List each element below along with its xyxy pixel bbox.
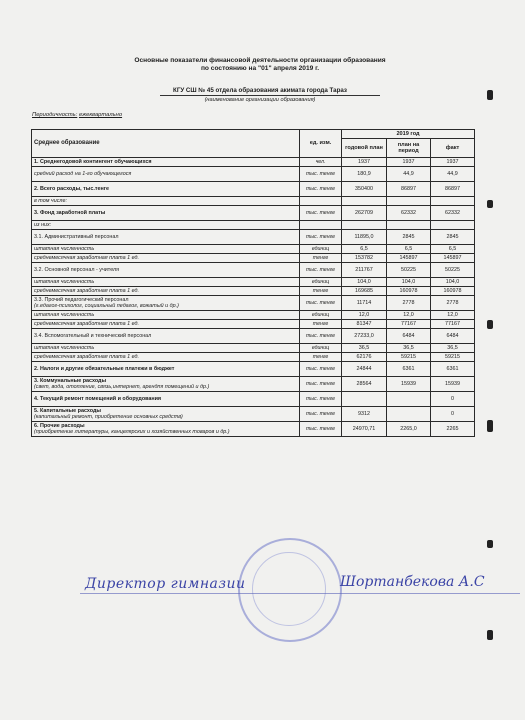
header-year: 2019 год bbox=[342, 130, 475, 139]
row-label-text: 3.1. Административный персонал bbox=[34, 234, 119, 240]
row-period-plan: 86897 bbox=[387, 182, 431, 197]
row-label-text: штатная численность bbox=[34, 345, 95, 351]
row-label-text: 3.4. Вспомогательный и технический персонал bbox=[34, 333, 152, 339]
row-period-plan: 44,9 bbox=[387, 167, 431, 182]
table-row bbox=[32, 182, 475, 197]
row-fact: 77167 bbox=[431, 320, 475, 329]
table-row bbox=[32, 362, 475, 377]
header-period-plan: план на период bbox=[387, 139, 431, 158]
row-fact: 6,5 bbox=[431, 245, 475, 254]
row-fact: 1937 bbox=[431, 158, 475, 167]
row-label bbox=[32, 320, 300, 329]
table-row bbox=[32, 230, 475, 245]
table-row bbox=[32, 254, 475, 263]
row-label bbox=[32, 296, 300, 311]
row-fact: 86897 bbox=[431, 182, 475, 197]
row-period-plan: 12,0 bbox=[387, 311, 431, 320]
row-fact: 44,9 bbox=[431, 167, 475, 182]
row-annual-plan: 62176 bbox=[342, 353, 387, 362]
row-fact: 59215 bbox=[431, 353, 475, 362]
row-fact: 104,0 bbox=[431, 278, 475, 287]
row-fact bbox=[431, 221, 475, 230]
row-annual-plan: 153782 bbox=[342, 254, 387, 263]
row-unit: тыс. тенге bbox=[300, 263, 342, 278]
row-unit bbox=[300, 197, 342, 206]
row-annual-plan: 81347 bbox=[342, 320, 387, 329]
header-item: Среднее образование bbox=[32, 130, 300, 158]
row-period-plan: 6361 bbox=[387, 362, 431, 377]
row-fact bbox=[431, 197, 475, 206]
scan-edge-mark bbox=[487, 320, 493, 329]
row-label bbox=[32, 422, 300, 437]
row-unit: тенге bbox=[300, 287, 342, 296]
row-annual-plan: 24844 bbox=[342, 362, 387, 377]
row-unit: тыс. тенге bbox=[300, 296, 342, 311]
document-date: по состоянию на "01" апреля 2019 г. bbox=[200, 65, 320, 72]
periodicity bbox=[32, 112, 122, 118]
row-period-plan: 1937 bbox=[387, 158, 431, 167]
row-label bbox=[32, 167, 300, 182]
table-body bbox=[32, 158, 475, 437]
row-fact: 0 bbox=[431, 407, 475, 422]
row-annual-plan: 350400 bbox=[342, 182, 387, 197]
row-unit: тыс. тенге bbox=[300, 182, 342, 197]
row-label-note: (капитальный ремонт, приобретение основных средств) bbox=[34, 414, 183, 420]
row-unit: единиц bbox=[300, 278, 342, 287]
row-label-text: в том числе: bbox=[34, 198, 67, 204]
row-label-text: 1. Среднегодовой контингент обучающихся bbox=[34, 159, 152, 165]
row-label-note: (г.едагог-психолог, социальный педагог, вожатый и др.) bbox=[34, 303, 179, 309]
row-label bbox=[32, 245, 300, 254]
row-annual-plan: 1937 bbox=[342, 158, 387, 167]
scan-edge-mark bbox=[487, 90, 493, 100]
row-label-text: 2. Налоги и другие обязательные платежи в бюджет bbox=[34, 366, 175, 372]
stamp-inner-ring bbox=[252, 552, 326, 626]
row-period-plan: 2265,0 bbox=[387, 422, 431, 437]
row-label bbox=[32, 311, 300, 320]
document-title: Основные показатели финансовой деятельности организации образования bbox=[134, 57, 386, 64]
row-label-text: 3.3. Прочий педагогический персонал bbox=[34, 297, 129, 303]
row-label bbox=[32, 221, 300, 230]
row-fact: 0 bbox=[431, 392, 475, 407]
row-label-text: 3.2. Основной персонал - учителя bbox=[34, 267, 120, 273]
row-unit: тыс. тенге bbox=[300, 422, 342, 437]
row-annual-plan: 169685 bbox=[342, 287, 387, 296]
row-period-plan: 2778 bbox=[387, 296, 431, 311]
table-row bbox=[32, 278, 475, 287]
signer-name: Шортанбекова А.С bbox=[340, 574, 485, 590]
row-label-text: 5. Капитальные расходы bbox=[34, 408, 101, 414]
row-fact: 160978 bbox=[431, 287, 475, 296]
row-period-plan: 2845 bbox=[387, 230, 431, 245]
row-label bbox=[32, 158, 300, 167]
table-row bbox=[32, 206, 475, 221]
row-fact: 15939 bbox=[431, 377, 475, 392]
row-unit: тыс. тенге bbox=[300, 407, 342, 422]
row-label bbox=[32, 392, 300, 407]
row-period-plan: 36,5 bbox=[387, 344, 431, 353]
row-period-plan: 15939 bbox=[387, 377, 431, 392]
row-label bbox=[32, 254, 300, 263]
row-annual-plan: 11714 bbox=[342, 296, 387, 311]
row-label bbox=[32, 362, 300, 377]
row-label-text: 2. Всего расходы, тыс.тенге bbox=[34, 186, 110, 192]
row-unit: единиц bbox=[300, 245, 342, 254]
row-annual-plan: 27233,0 bbox=[342, 329, 387, 344]
row-annual-plan bbox=[342, 221, 387, 230]
row-period-plan bbox=[387, 221, 431, 230]
row-annual-plan: 12,0 bbox=[342, 311, 387, 320]
row-label bbox=[32, 377, 300, 392]
table-row bbox=[32, 263, 475, 278]
row-annual-plan: 24970,71 bbox=[342, 422, 387, 437]
row-fact: 145897 bbox=[431, 254, 475, 263]
scan-edge-mark bbox=[487, 420, 493, 432]
organization-name: КГУ СШ № 45 отдела образования акимата города Тараз bbox=[173, 87, 347, 94]
scan-edge-mark bbox=[487, 540, 493, 548]
row-annual-plan: 36,5 bbox=[342, 344, 387, 353]
row-annual-plan: 9312 bbox=[342, 407, 387, 422]
row-fact: 36,5 bbox=[431, 344, 475, 353]
table-row bbox=[32, 329, 475, 344]
row-unit: тыс. тенге bbox=[300, 167, 342, 182]
table-row bbox=[32, 158, 475, 167]
row-label-text: 3. Фонд заработной платы bbox=[34, 210, 106, 216]
row-unit: чел. bbox=[300, 158, 342, 167]
periodicity-label: Периодичность: bbox=[32, 112, 78, 118]
row-label-text: 3. Коммунальные расходы bbox=[34, 378, 107, 384]
table-row bbox=[32, 311, 475, 320]
row-label bbox=[32, 344, 300, 353]
row-annual-plan bbox=[342, 197, 387, 206]
row-label bbox=[32, 353, 300, 362]
row-label-text: 4. Текущий ремонт помещений и оборудования bbox=[34, 396, 162, 402]
row-label-text: среднемесячная заработная плата 1 ед. bbox=[34, 255, 139, 261]
header-unit: ед. изм. bbox=[300, 130, 342, 158]
row-label-text: штатная численность bbox=[34, 246, 95, 252]
financial-table bbox=[31, 129, 475, 437]
scan-edge-mark bbox=[487, 630, 493, 640]
row-label bbox=[32, 278, 300, 287]
header-annual-plan: годовой план bbox=[342, 139, 387, 158]
row-fact: 12,0 bbox=[431, 311, 475, 320]
row-unit: тыс. тенге bbox=[300, 392, 342, 407]
table-row bbox=[32, 422, 475, 437]
row-label-text: среднемесячная заработная плата 1 ед. bbox=[34, 354, 139, 360]
row-annual-plan: 262709 bbox=[342, 206, 387, 221]
periodicity-value: ежеквартально bbox=[78, 112, 123, 118]
row-unit: тенге bbox=[300, 320, 342, 329]
row-period-plan: 145897 bbox=[387, 254, 431, 263]
row-label bbox=[32, 287, 300, 296]
row-unit: тыс. тенге bbox=[300, 362, 342, 377]
row-label-note: (приобретение литературы, канцелярских и хозяйственных товаров и др.) bbox=[34, 429, 230, 435]
row-unit: тыс. тенге bbox=[300, 329, 342, 344]
row-label bbox=[32, 329, 300, 344]
row-fact: 2845 bbox=[431, 230, 475, 245]
row-period-plan: 104,0 bbox=[387, 278, 431, 287]
row-period-plan: 77167 bbox=[387, 320, 431, 329]
row-label-text: средний расход на 1-го обучающегося bbox=[34, 171, 132, 177]
table-row bbox=[32, 197, 475, 206]
row-annual-plan: 104,0 bbox=[342, 278, 387, 287]
row-fact: 6361 bbox=[431, 362, 475, 377]
row-unit: тенге bbox=[300, 353, 342, 362]
table-row bbox=[32, 167, 475, 182]
row-unit bbox=[300, 221, 342, 230]
row-period-plan: 50225 bbox=[387, 263, 431, 278]
row-period-plan bbox=[387, 197, 431, 206]
organization-caption: (наименование организации образования) bbox=[204, 97, 316, 103]
row-unit: единиц bbox=[300, 311, 342, 320]
row-annual-plan: 28564 bbox=[342, 377, 387, 392]
row-period-plan: 6,5 bbox=[387, 245, 431, 254]
table-row bbox=[32, 320, 475, 329]
table-row bbox=[32, 377, 475, 392]
table-row bbox=[32, 392, 475, 407]
table-row bbox=[32, 287, 475, 296]
row-annual-plan: 6,5 bbox=[342, 245, 387, 254]
row-unit: тыс. тенге bbox=[300, 377, 342, 392]
header-fact: факт bbox=[431, 139, 475, 158]
row-label-text: среднемесячная заработная плата 1 ед. bbox=[34, 288, 139, 294]
row-label bbox=[32, 263, 300, 278]
row-label-note: (свет, вода, отопление, связь,интернет, арендпя помещений и др.) bbox=[34, 384, 210, 390]
row-unit: тыс. тенге bbox=[300, 206, 342, 221]
row-unit: тыс. тенге bbox=[300, 230, 342, 245]
table-row bbox=[32, 296, 475, 311]
organization-underline bbox=[160, 95, 380, 96]
director-signature: Директор гимназии bbox=[85, 576, 246, 592]
row-label-text: штатная численность bbox=[34, 312, 95, 318]
scan-edge-mark bbox=[487, 200, 493, 208]
row-label bbox=[32, 206, 300, 221]
row-period-plan: 59215 bbox=[387, 353, 431, 362]
row-annual-plan: 11895,0 bbox=[342, 230, 387, 245]
row-annual-plan: 211767 bbox=[342, 263, 387, 278]
row-label bbox=[32, 197, 300, 206]
table-row bbox=[32, 221, 475, 230]
row-label-text: штатная численность bbox=[34, 279, 95, 285]
row-label-text: 6. Прочие расходы bbox=[34, 423, 85, 429]
row-annual-plan: 180,9 bbox=[342, 167, 387, 182]
row-fact: 2265 bbox=[431, 422, 475, 437]
row-period-plan: 62332 bbox=[387, 206, 431, 221]
row-unit: единиц bbox=[300, 344, 342, 353]
row-period-plan bbox=[387, 407, 431, 422]
row-unit: тенге bbox=[300, 254, 342, 263]
row-period-plan bbox=[387, 392, 431, 407]
table-row bbox=[32, 407, 475, 422]
row-label-text: среднемесячная заработная плата 1 ед. bbox=[34, 321, 139, 327]
row-fact: 2778 bbox=[431, 296, 475, 311]
row-fact: 62332 bbox=[431, 206, 475, 221]
row-label bbox=[32, 230, 300, 245]
row-label bbox=[32, 407, 300, 422]
table-row bbox=[32, 344, 475, 353]
row-period-plan: 6484 bbox=[387, 329, 431, 344]
row-annual-plan bbox=[342, 392, 387, 407]
row-label-text: из них: bbox=[34, 222, 52, 228]
row-fact: 6484 bbox=[431, 329, 475, 344]
row-label bbox=[32, 182, 300, 197]
row-fact: 50225 bbox=[431, 263, 475, 278]
table-row bbox=[32, 245, 475, 254]
table-row bbox=[32, 353, 475, 362]
row-period-plan: 160978 bbox=[387, 287, 431, 296]
signature-stroke bbox=[80, 593, 520, 594]
